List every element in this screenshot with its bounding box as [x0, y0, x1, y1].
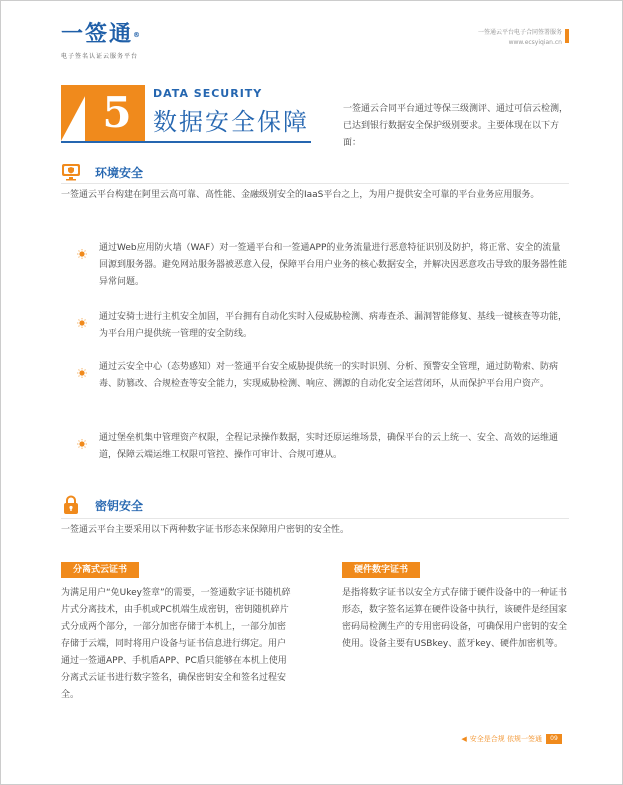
- section-title-en: DATA SECURITY: [153, 87, 263, 100]
- logo-registered-mark: ®: [133, 31, 143, 39]
- list-item: [77, 240, 569, 291]
- key-security-title: 密钥安全: [95, 498, 144, 513]
- sun-bullet-icon: [77, 363, 87, 393]
- header-accent-bar: [565, 29, 569, 43]
- footer-slogan: 安全是合规 依规一签通: [469, 735, 542, 743]
- sun-bullet-icon: [77, 313, 87, 343]
- brand-logo: [61, 23, 142, 60]
- hardware-cert-tag: 硬件数字证书: [342, 562, 420, 578]
- page-number: 09: [546, 734, 562, 744]
- key-security-heading: [61, 495, 143, 515]
- bullet-text: 通过安骑士进行主机安全加固，平台拥有自动化实时入侵威胁检测、病毒查杀、漏洞智能修复、基线一键核查等功能，为平台用户提供统一管理的安全防线。: [99, 312, 568, 339]
- bullet-text: 通过堡垒机集中管理资产权限，全程记录操作数据，实时还原运维场景，确保平台的云上统一、安全、高效的运维通道，保障云端运维工权限可管控、操作可审计、合规可遵从。: [99, 433, 559, 460]
- header-website: www.ecsyiqian.cn: [508, 39, 562, 46]
- page-footer: [461, 734, 562, 744]
- sun-bullet-icon: [77, 434, 87, 464]
- env-security-title: 环境安全: [95, 165, 144, 180]
- key-security-paragraph: 一签通云平台主要采用以下两种数字证书形态来保障用户密钥的安全性。: [61, 525, 350, 535]
- bullet-text: 通过Web应用防火墙（WAF）对一签通平台和一签通APP的业务流量进行恶意特征识别及防护，将正常、安全的流量回源到服务器。避免网站服务器被恶意入侵，保障平台用户业务的核心数据安全，并解决因恶意攻击导致的服务器性能异常问题。: [99, 243, 568, 287]
- monitor-shield-icon: [61, 162, 81, 182]
- section-number: 5: [102, 88, 132, 137]
- env-security-heading: [61, 162, 143, 182]
- divider: [61, 183, 569, 184]
- section-title-underline: [61, 141, 311, 143]
- footer-arrow-icon: ◀: [461, 735, 467, 743]
- divider: [61, 518, 569, 519]
- padlock-icon: [61, 495, 81, 515]
- hardware-cert-text: 是指将数字证书以安全方式存储于硬件设备中的一种证书形态，数字签名运算在硬件设备中执行，该硬件是经国家密码局检测生产的专用密码设备，可确保用户密钥的安全使用。设备主要有USBkey、蓝牙key、硬件加密机等。: [342, 588, 568, 649]
- list-item: [77, 359, 569, 393]
- list-item: [77, 309, 569, 343]
- section-title-cn: 数据安全保障: [153, 108, 309, 136]
- header-tagline: 一签通云平台电子合同签署服务: [477, 29, 562, 36]
- bullet-text: 通过云安全中心（态势感知）对一签通平台安全威胁提供统一的实时识别、分析、预警安全管理，通过防勒索、防病毒、防篡改、合规检查等安全能力，实现威胁检测、响应、溯源的自动化安全运营闭环，从而保护平台用户资产。: [99, 362, 559, 389]
- section-intro: 一签通云合同平台通过等保三级测评、通过可信云检测，已达到银行数据安全保护级别要求。主要体现在以下方面：: [343, 104, 569, 148]
- header-info: [478, 27, 562, 46]
- split-cloud-cert-tag: 分离式云证书: [61, 562, 139, 578]
- section-number-badge: [61, 85, 145, 141]
- split-cloud-cert-text: 为满足用户“免Ukey签章”的需要，一签通数字证书随机碎片式分离技术，由手机或PC机端生成密钥，密钥随机碎片式分成两个部分，一部分加密存储于本机上，一部分加密存储于云端，同时将用户设备与证书信息进行绑定。用户通过一签通APP、手机盾APP、PC盾只能够在本机上使用分离式云证书进行数字签名，确保密钥安全和签名过程安全。: [61, 588, 291, 700]
- env-security-paragraph: 一签通云平台构建在阿里云高可靠、高性能、金融级别安全的IaaS平台之上，为用户提供安全可靠的平台业务应用服务。: [61, 190, 540, 200]
- list-item: [77, 430, 569, 464]
- logo-subtitle: 电子签名认证云服务平台: [61, 53, 139, 60]
- logo-text: 一签通: [61, 22, 134, 47]
- sun-bullet-icon: [77, 244, 87, 291]
